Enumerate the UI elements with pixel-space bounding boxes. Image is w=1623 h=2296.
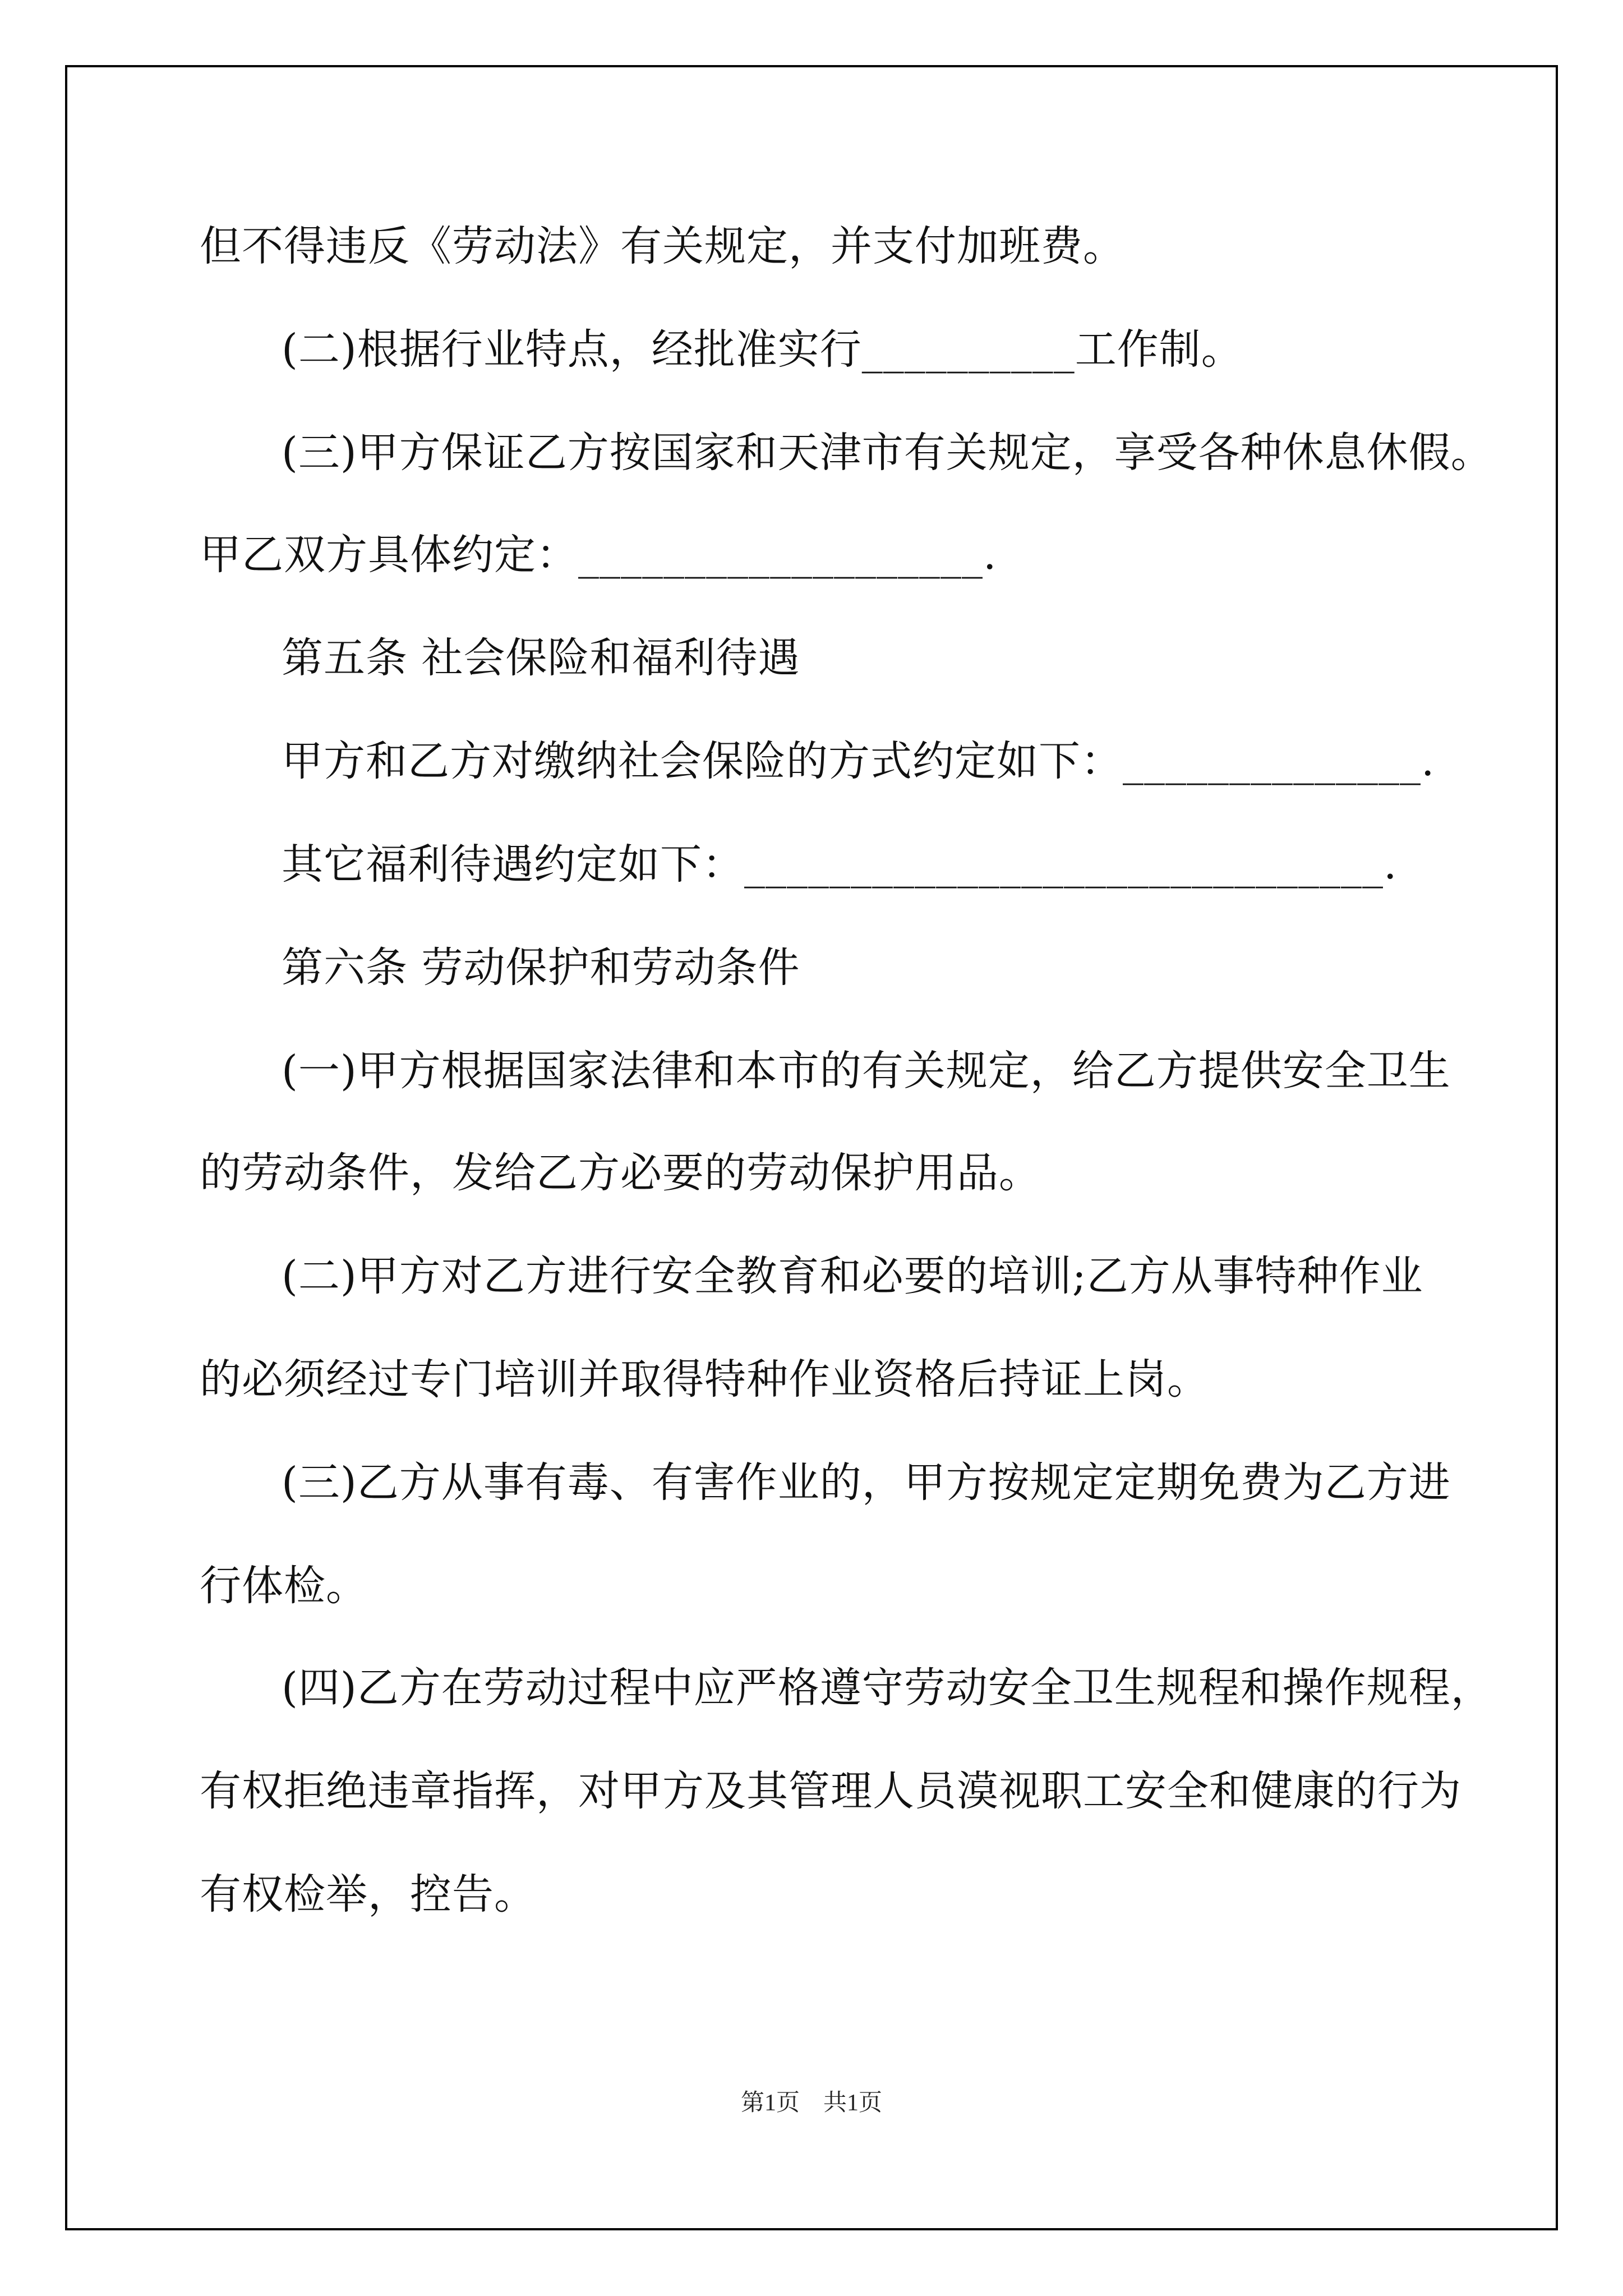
text-line: 的劳动条件，发给乙方必要的劳动保护用品。 bbox=[200, 1149, 1041, 1197]
text-line: 的必须经过专门培训并取得特种作业资格后持证上岗。 bbox=[200, 1355, 1209, 1404]
text-line: (三)乙方从事有毒、有害作业的，甲方按规定定期免费为乙方进 bbox=[282, 1458, 1451, 1507]
text-line: (三)甲方保证乙方按国家和天津市有关规定，享受各种休息休假。 bbox=[282, 429, 1493, 477]
section-heading: 第六条 劳动保护和劳动条件 bbox=[282, 944, 800, 992]
text-line: 甲乙双方具体约定：___________________. bbox=[200, 531, 997, 579]
text-line: 有权拒绝违章指挥，对甲方及其管理人员漠视职工安全和健康的行为 bbox=[200, 1767, 1461, 1815]
text-line: 有权检举，控告。 bbox=[200, 1870, 536, 1918]
text-line: 但不得违反《劳动法》有关规定，并支付加班费。 bbox=[200, 222, 1125, 270]
text-line: (二)根据行业特点，经批准实行__________工作制。 bbox=[282, 325, 1243, 374]
text-line: 其它福利待遇约定如下：______________________________. bbox=[282, 840, 1398, 889]
section-heading: 第五条 社会保险和福利待遇 bbox=[282, 634, 800, 682]
text-line: 甲方和乙方对缴纳社会保险的方式约定如下：______________. bbox=[282, 737, 1435, 785]
text-line: (四)乙方在劳动过程中应严格遵守劳动安全卫生规程和操作规程， bbox=[282, 1664, 1493, 1712]
page-number: 第1页 共1页 bbox=[740, 2090, 882, 2116]
text-line: (二)甲方对乙方进行安全教育和必要的培训;乙方从事特种作业 bbox=[282, 1252, 1423, 1300]
text-line: (一)甲方根据国家法律和本市的有关规定，给乙方提供安全卫生 bbox=[282, 1047, 1451, 1095]
text-line: 行体检。 bbox=[200, 1562, 368, 1610]
